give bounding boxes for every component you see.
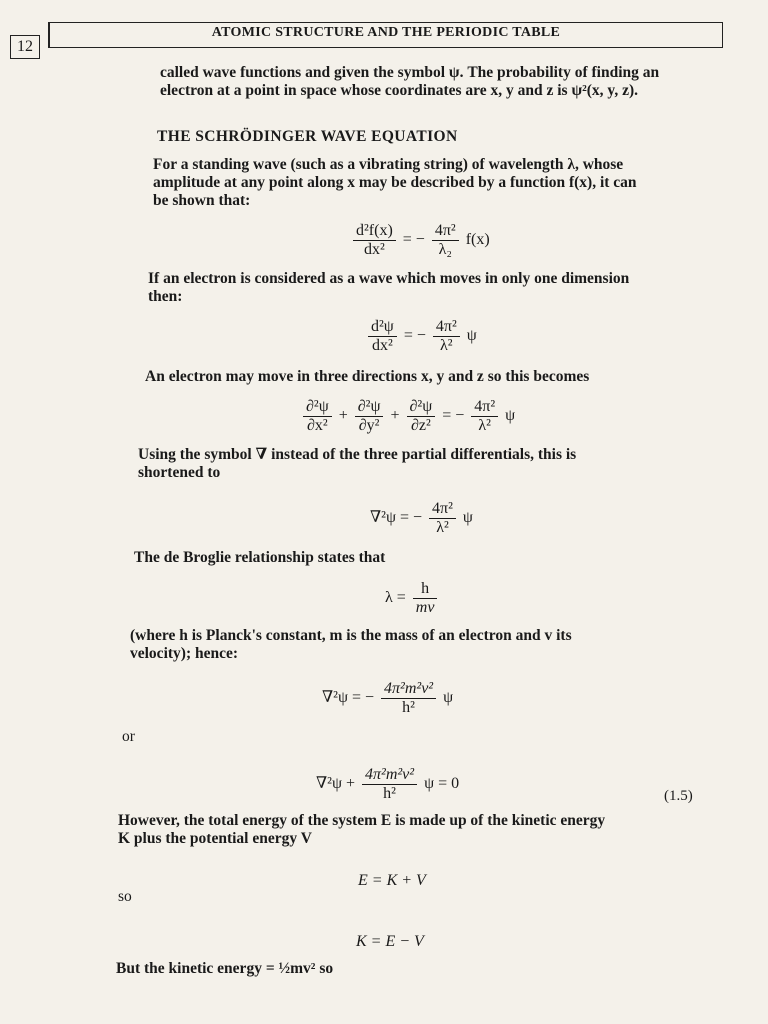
eq3-term3-denominator: ∂z² (410, 417, 431, 434)
eq1-rhs-denominator: λ₂ (438, 241, 452, 258)
p6-line-2: velocity); hence: (130, 645, 239, 662)
paragraph-kinetic-energy: But the kinetic energy = ½mv² so (116, 960, 334, 977)
eq2-rhs-numerator: 4π² (433, 318, 460, 337)
equation-one-dimension (365, 318, 477, 355)
eq7-left: ∇²ψ + (316, 775, 356, 793)
p7-line-2: K plus the potential energy V (118, 830, 312, 847)
or-label: or (122, 728, 135, 745)
equation-standing-wave (350, 222, 490, 259)
eq3-plus-2: + (390, 407, 400, 425)
eq1-rhs-numerator: 4π² (432, 222, 459, 241)
equation-laplacian-mass (322, 680, 453, 717)
p2-line-2: then: (148, 288, 183, 305)
eq2-lhs-numerator: d²ψ (368, 318, 397, 337)
eq7-tail: ψ = 0 (424, 775, 460, 793)
p4-line-2: shortened to (138, 464, 221, 481)
eq1-equals: = − (402, 231, 425, 249)
eq3-rhs-denominator: λ² (478, 417, 491, 434)
p6-line-1: (where h is Planck's constant, m is the mass of an electron and v its (130, 627, 572, 644)
eq1-lhs-numerator: d²f(x) (353, 222, 396, 241)
eq7-numerator: 4π²m²v² (362, 766, 417, 785)
p4-line-1: Using the symbol ∇ instead of the three partial differentials, this is (138, 446, 577, 463)
eq4-denominator: λ² (436, 519, 449, 536)
eq3-tail: ψ (505, 407, 516, 425)
eq3-equals: = − (442, 407, 465, 425)
paragraph-one-dimension (148, 270, 728, 306)
eq6-numerator: 4π²m²v² (381, 680, 436, 699)
eq7-denominator: h² (383, 785, 396, 802)
chapter-title: ATOMIC STRUCTURE AND THE PERIODIC TABLE (211, 25, 561, 40)
equation-energy-sum: E = K + V (358, 872, 426, 889)
eq3-term2-denominator: ∂y² (358, 417, 380, 434)
equation-1-5 (316, 766, 459, 803)
paragraph-planck (130, 627, 720, 663)
equation-number: (1.5) (664, 788, 693, 804)
intro-paragraph (160, 64, 740, 100)
paragraph-total-energy (118, 812, 718, 848)
equation-laplacian (370, 500, 473, 537)
eq6-denominator: h² (402, 699, 415, 716)
eq3-term1-numerator: ∂²ψ (303, 398, 332, 417)
p1-line-1: For a standing wave (such as a vibrating string) of wavelength λ, whose (153, 156, 624, 173)
eq6-left: ∇²ψ = − (322, 689, 375, 707)
eq6-tail: ψ (443, 689, 454, 707)
so-label: so (118, 888, 132, 905)
equation-kinetic: K = E − V (356, 933, 424, 950)
running-header (48, 22, 723, 48)
p2-line-1: If an electron is considered as a wave which moves in only one dimension (148, 270, 630, 287)
p1-line-2: amplitude at any point along x may be described by a function f(x), it can (153, 174, 637, 191)
eq1-tail: f(x) (465, 231, 490, 249)
paragraph-standing-wave (153, 156, 733, 210)
eq3-plus-1: + (338, 407, 348, 425)
paragraph-three-directions: An electron may move in three directions x, y and z so this becomes (145, 368, 590, 385)
page-number: 12 (10, 35, 40, 59)
eq3-term3-numerator: ∂²ψ (407, 398, 436, 417)
eq5-denominator: mv (415, 599, 435, 616)
equation-de-broglie (385, 580, 440, 617)
p1-line-3: be shown that: (153, 192, 251, 209)
eq4-left: ∇²ψ = − (370, 509, 423, 527)
eq3-rhs-numerator: 4π² (471, 398, 498, 417)
eq3-term1-denominator: ∂x² (307, 417, 328, 434)
eq5-numerator: h (413, 580, 438, 599)
eq4-numerator: 4π² (429, 500, 456, 519)
intro-line-2: electron at a point in space whose coordinates are x, y and z is ψ²(x, y, z). (160, 82, 638, 99)
paragraph-nabla (138, 446, 723, 482)
eq5-left: λ = (385, 589, 406, 607)
p7-line-1: However, the total energy of the system E is made up of the kinetic energy (118, 812, 606, 829)
eq2-lhs-denominator: dx² (372, 337, 393, 354)
paragraph-de-broglie: The de Broglie relationship states that (134, 549, 386, 566)
eq3-term2-numerator: ∂²ψ (355, 398, 384, 417)
equation-three-dimensions (300, 398, 515, 435)
intro-line-1: called wave functions and given the symbol ψ. The probability of finding an (160, 64, 660, 81)
eq4-tail: ψ (462, 509, 473, 527)
eq2-rhs-denominator: λ² (440, 337, 453, 354)
eq2-equals: = − (403, 327, 426, 345)
section-heading: THE SCHRÖDINGER WAVE EQUATION (157, 128, 458, 145)
eq2-tail: ψ (466, 327, 477, 345)
eq1-lhs-denominator: dx² (363, 241, 385, 258)
